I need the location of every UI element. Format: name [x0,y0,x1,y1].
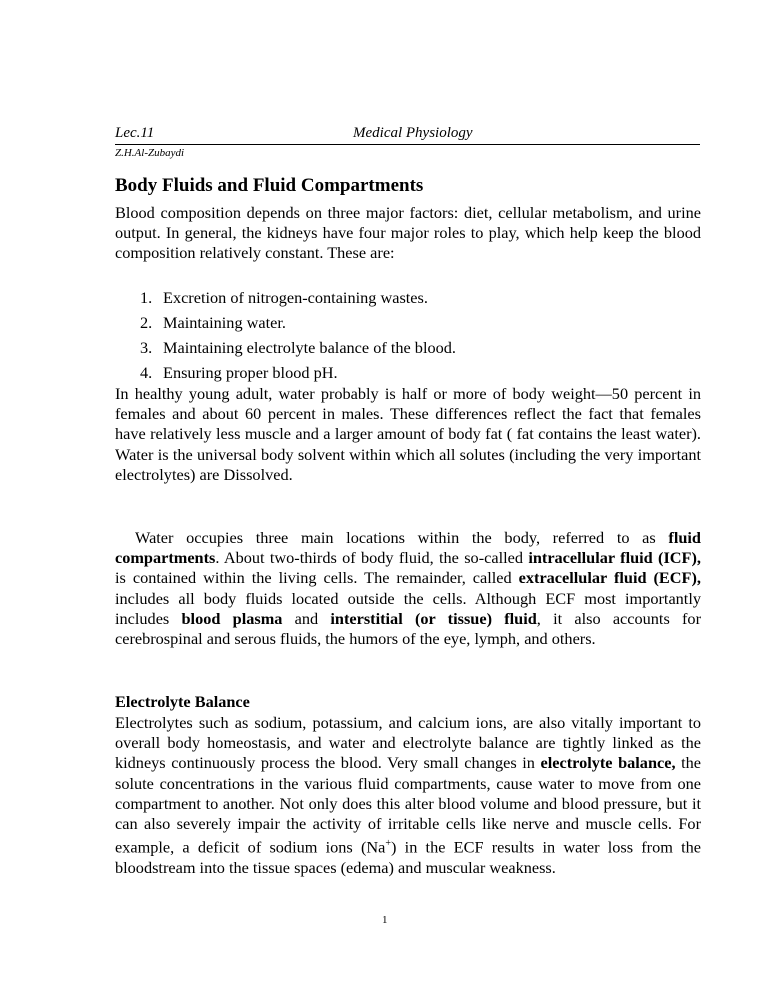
course-subject: Medical Physiology [353,125,473,141]
list-item: 2. Maintaining water. [140,313,286,332]
lecture-number: Lec.11 [115,125,155,141]
body-water-paragraph: In healthy young adult, water probably is half or more of body weight—50 percent in females and about 60 percent in males. These differences reflect the fact that females have relatively less muscle and a larger amount of body fat ( fat contains the least water). Water is the universal body solvent within which all solutes (including the very important electrolytes) are Dissolved. [115,384,701,484]
list-item: 1. Excretion of nitrogen-containing wastes. [140,288,428,307]
list-item: 3. Maintaining electrolyte balance of the blood. [140,338,456,357]
page-header [115,124,700,145]
intro-paragraph: Blood composition depends on three major factors: diet, cellular metabolism, and urine output. In general, the kidneys have four major roles to play, which help keep the blood composition relatively constant. These are: [115,203,701,263]
page-title: Body Fluids and Fluid Compartments [115,175,424,196]
electrolyte-balance-paragraph: Electrolytes such as sodium, potassium, and calcium ions, are also vitally important to overall body homeostasis, and water and electrolyte balance are tightly linked as the kidneys continuously process the blood. Very small changes in electrolyte balance, the solute concentrations in the various fluid compartments, cause water to move from one compartment to another. Not only does this alter blood volume and blood pressure, but it can also severely impair the activity of irritable cells like nerve and muscle cells. For example, a deficit of sodium ions (Na+) in the ECF results in water loss from the bloodstream into the tissue spaces (edema) and muscular weakness. [115,713,702,877]
kidney-roles-list [140,285,456,385]
section-heading: Electrolyte Balance [115,692,250,711]
fluid-compartments-paragraph: Water occupies three main locations within the body, referred to as fluid compartments. About two-thirds of body fluid, the so-called intracellular fluid (ICF), is contained within the living cells. The remainder, called extracellular fluid (ECF), includes all body fluids located outside the cells. Although ECF most importantly includes blood plasma and interstitial (or tissue) fluid, it also accounts for cerebrospinal and serous fluids, the humors of the eye, lymph, and others. [115,528,701,649]
page-number: 1 [382,914,388,926]
author-name: Z.H.Al-Zubaydi [115,147,185,159]
list-item: 4. Ensuring proper blood pH. [140,363,338,382]
